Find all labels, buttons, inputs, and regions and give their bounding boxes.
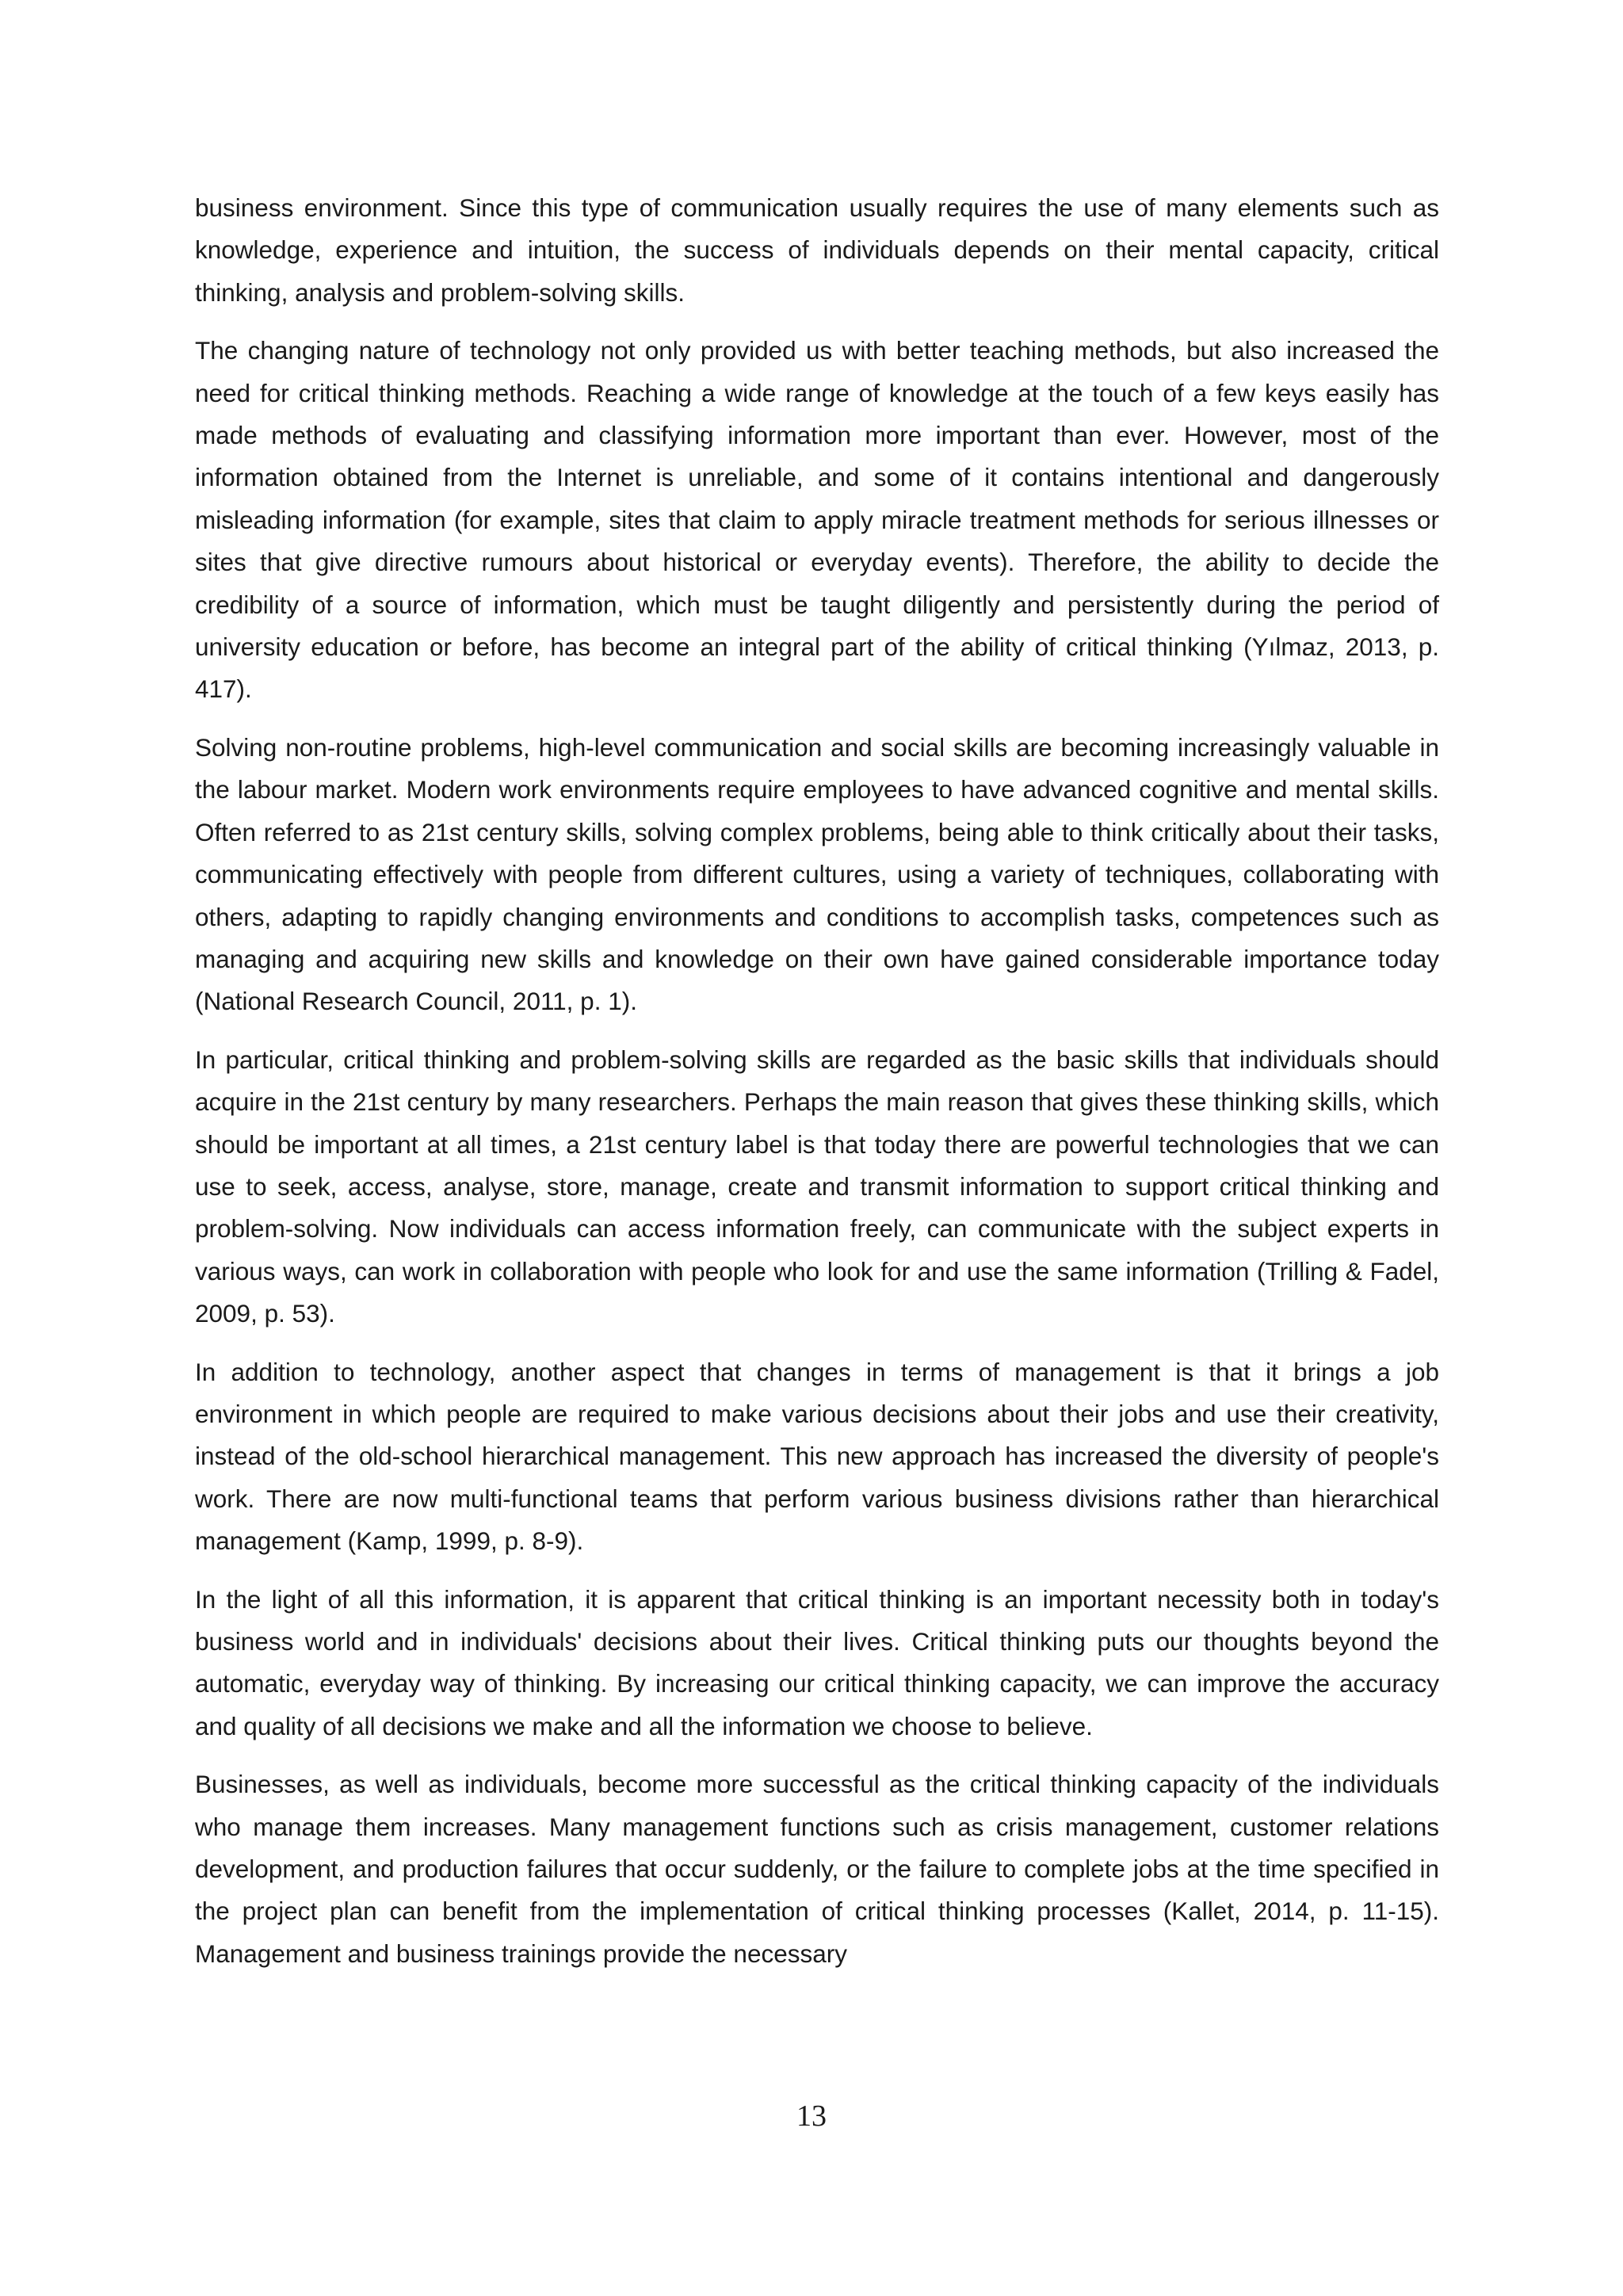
paragraph: In addition to technology, another aspect that changes in terms of management is that it brings a job environment in which people are required to make various decisions about their jobs and use their creativity, instead of the old-school hierarchical management. This new approach has increased the diversity of people's work. There are now multi-functional teams that perform various business divisions rather than hierarchical management (Kamp, 1999, p. 8-9). <box>195 1357 1439 1556</box>
paragraph: In particular, critical thinking and problem-solving skills are regarded as the basic skills that individuals should acquire in the 21st century by many researchers. Perhaps the main reason that gives these thinking skills, which should be important at all times, a 21st century label is that today there are powerful technologies that we can use to seek, access, analyse, store, manage, create and transmit information to support critical thinking and problem-solving. Now individuals can access information freely, can communicate with the subject experts in various ways, can work in collaboration with people who look for and use the same information (Trilling & Fadel, 2009, p. 53). <box>195 1045 1439 1328</box>
paragraph: In the light of all this information, it is apparent that critical thinking is an important necessity both in today's business world and in individuals' decisions about their lives. Critical thinking puts our thoughts beyond the automatic, everyday way of thinking. By increasing our critical thinking capacity, we can improve the accuracy and quality of all decisions we make and all the information we choose to believe. <box>195 1584 1439 1740</box>
paragraph: The changing nature of technology not only provided us with better teaching methods, but also increased the need for critical thinking methods. Reaching a wide range of knowledge at the touch of a few keys easily has made methods of evaluating and classifying information more important than ever. However, most of the information obtained from the Internet is unreliable, and some of it contains intentional and dangerously misleading information (for example, sites that claim to apply miracle treatment methods for serious illnesses or sites that give directive rumours about historical or everyday events). Therefore, the ability to decide the credibility of a source of information, which must be taught diligently and persistently during the period of university education or before, has become an integral part of the ability of critical thinking (Yılmaz, 2013, p. 417). <box>195 336 1439 704</box>
paragraph: Businesses, as well as individuals, become more successful as the critical thinking capacity of the individuals who manage them increases. Many management functions such as crisis management, customer relations development, and production failures that occur suddenly, or the failure to complete jobs at the time specified in the project plan can benefit from the implementation of critical thinking processes (Kallet, 2014, p. 11-15). Management and business trainings provide the necessary <box>195 1770 1439 1968</box>
paragraph: Solving non-routine problems, high-level communication and social skills are becoming increasingly valuable in the labour market. Modern work environments require employees to have advanced cognitive and mental skills. Often referred to as 21st century skills, solving complex problems, being able to think critically about their tasks, communicating effectively with people from different cultures, using a variety of techniques, collaborating with others, adapting to rapidly changing environments and conditions to accomplish tasks, competences such as managing and acquiring new skills and knowledge on their own have gained considerable importance today (National Research Council, 2011, p. 1). <box>195 732 1439 1016</box>
page-number: 13 <box>796 2099 827 2133</box>
paragraph: business environment. Since this type of communication usually requires the use of many elements such as knowledge, experience and intuition, the success of individuals depends on their mental capacity, critical thinking, analysis and problem-solving skills. <box>195 193 1439 307</box>
body-text <box>195 187 1439 1991</box>
